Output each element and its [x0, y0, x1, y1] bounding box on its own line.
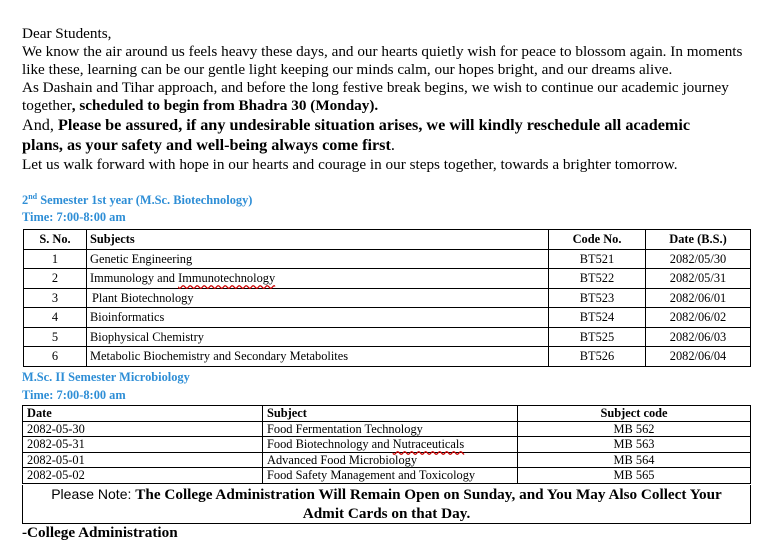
section-1-heading-sup: nd	[28, 192, 38, 201]
paragraph-3-line-1	[22, 114, 690, 136]
cell-code: MB 565	[518, 468, 751, 484]
section-1-time: Time: 7:00-8:00 am	[22, 210, 126, 224]
table-row	[24, 269, 751, 289]
table-row	[24, 249, 751, 269]
signature: -College Administration	[22, 524, 178, 541]
cell-sno: 3	[24, 288, 87, 308]
cell-subject: Biophysical Chemistry	[87, 327, 549, 347]
cell-sno: 5	[24, 327, 87, 347]
section-1-heading-pre: 2	[22, 193, 29, 208]
section-1-heading	[22, 192, 252, 208]
cell-date: 2082-05-01	[23, 452, 263, 468]
cell-code: MB 563	[518, 437, 751, 453]
table-row	[23, 437, 751, 453]
cell-sno: 1	[24, 249, 87, 269]
table-row	[23, 468, 751, 484]
cell-date: 2082/06/03	[646, 327, 751, 347]
table-row	[23, 452, 751, 468]
table-row	[23, 421, 751, 437]
cell-code: BT525	[549, 327, 646, 347]
cell-code: MB 564	[518, 452, 751, 468]
paragraph-2-line-1: As Dashain and Tihar approach, and before the long festive break begins, we wish to continue our academic journey	[22, 79, 729, 96]
table-row	[24, 288, 751, 308]
header-date: Date	[23, 406, 263, 422]
paragraph-1-line-2: like these, learning can be our gentle light keeping our minds calm, our hopes bright, and our dreams alive.	[22, 61, 673, 78]
cell-code: BT521	[549, 249, 646, 269]
cell-subject: Plant Biotechnology	[87, 288, 549, 308]
subject-underlined: Nutraceuticals	[392, 437, 465, 452]
note-line-2	[23, 504, 750, 523]
table-header-row	[23, 406, 751, 422]
cell-date: 2082/05/31	[646, 269, 751, 289]
cell-date: 2082-05-02	[23, 468, 263, 484]
cell-sno: 4	[24, 308, 87, 328]
note-bold-2: Admit Cards on that Day.	[302, 505, 471, 522]
subject-pre: Immunology and	[90, 271, 179, 286]
paragraph-4: Let us walk forward with hope in our hearts and courage in our steps together, towards a brighter tomorrow.	[22, 156, 678, 173]
header-subject-code: Subject code	[518, 406, 751, 422]
cell-date: 2082-05-31	[23, 437, 263, 453]
cell-date: 2082/06/01	[646, 288, 751, 308]
table-header-row	[24, 230, 751, 250]
paragraph-2-bold: , scheduled to begin from Bhadra 30 (Monday).	[71, 97, 379, 114]
subject-pre: Food Biotechnology and	[267, 437, 393, 452]
cell-subject: Bioinformatics	[87, 308, 549, 328]
note-bold-1: The College Administration Will Remain Open on Sunday, and You May Also Collect Your	[135, 486, 722, 503]
cell-subject: Advanced Food Microbiology	[263, 452, 518, 468]
cell-code: MB 562	[518, 421, 751, 437]
cell-code: BT524	[549, 308, 646, 328]
greeting: Dear Students,	[22, 25, 112, 42]
section-2-time: Time: 7:00-8:00 am	[22, 388, 126, 402]
paragraph-3-and: And,	[22, 116, 58, 134]
cell-code: BT526	[549, 347, 646, 367]
paragraph-3-line-2	[22, 134, 395, 156]
cell-subject	[263, 437, 518, 453]
paragraph-3-bold-2: plans, as your safety and well-being always come first	[22, 136, 391, 154]
cell-subject: Genetic Engineering	[87, 249, 549, 269]
paragraph-3-bold-1: Please be assured, if any undesirable situation arises, we will kindly reschedule all academic	[57, 116, 691, 134]
section-2-heading: M.Sc. II Semester Microbiology	[22, 370, 190, 384]
paragraph-3-end: .	[390, 136, 395, 154]
cell-code: BT523	[549, 288, 646, 308]
cell-sno: 2	[24, 269, 87, 289]
cell-subject	[87, 269, 549, 289]
note-box	[22, 485, 751, 524]
section-1-heading-post: Semester 1st year (M.Sc. Biotechnology)	[37, 193, 253, 208]
subject-underlined: Immunotechnology	[178, 271, 276, 286]
paragraph-2-line-2	[22, 96, 378, 115]
paragraph-1-line-1: We know the air around us feels heavy these days, and our hearts quietly wish for peace to blossom again. In moments	[22, 43, 743, 60]
cell-code: BT522	[549, 269, 646, 289]
cell-subject: Food Fermentation Technology	[263, 421, 518, 437]
header-subject: Subject	[263, 406, 518, 422]
header-sno: S. No.	[24, 230, 87, 250]
cell-subject: Metabolic Biochemistry and Secondary Metabolites	[87, 347, 549, 367]
cell-date: 2082/06/04	[646, 347, 751, 367]
header-subjects: Subjects	[87, 230, 549, 250]
cell-sno: 6	[24, 347, 87, 367]
header-code: Code No.	[549, 230, 646, 250]
cell-subject: Food Safety Management and Toxicology	[263, 468, 518, 484]
biotech-schedule-table	[23, 229, 751, 367]
table-row	[24, 347, 751, 367]
table-row	[24, 327, 751, 347]
microbiology-schedule-table	[22, 405, 751, 484]
note-label: Please Note:	[51, 486, 136, 502]
note-line-1	[23, 485, 750, 504]
paragraph-2-start: together	[22, 97, 72, 114]
header-date: Date (B.S.)	[646, 230, 751, 250]
cell-date: 2082/06/02	[646, 308, 751, 328]
table-row	[24, 308, 751, 328]
cell-date: 2082/05/30	[646, 249, 751, 269]
cell-date: 2082-05-30	[23, 421, 263, 437]
